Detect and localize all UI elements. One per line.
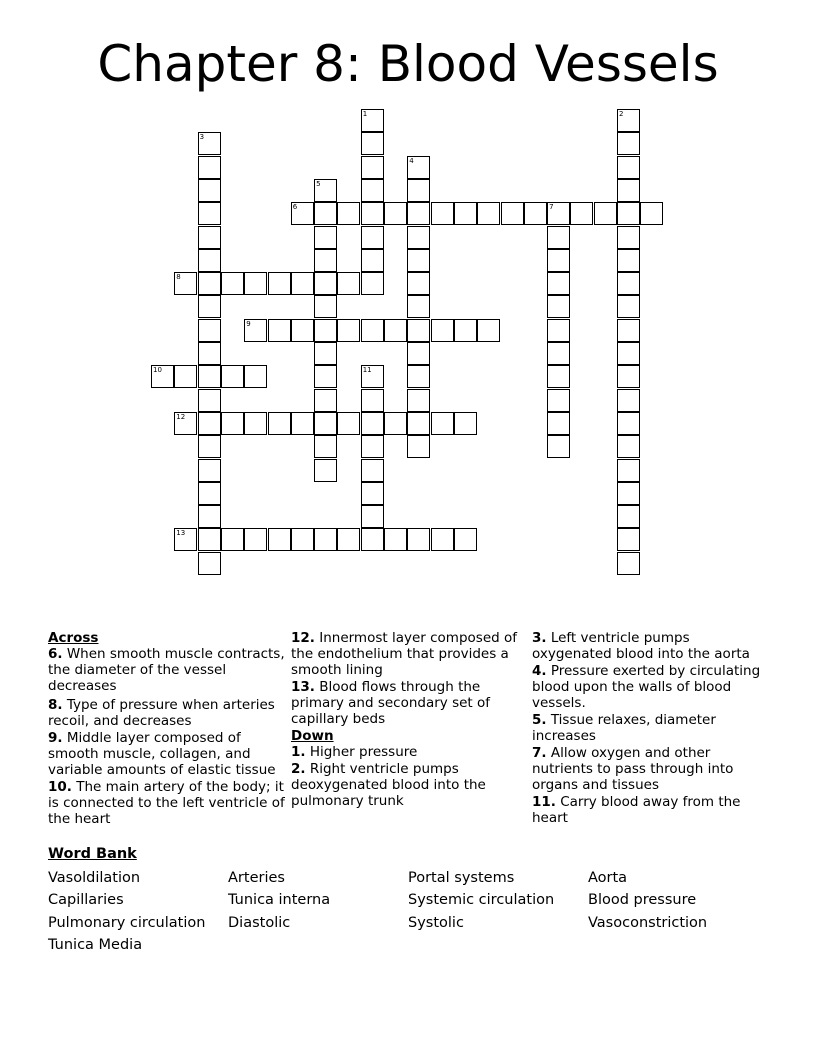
clue-number: 4 <box>409 156 414 165</box>
crossword-cell[interactable] <box>617 179 640 202</box>
crossword-cell[interactable] <box>640 202 663 225</box>
clue-across-12: 12. Innermost layer composed of the endothelium that provides a smooth lining <box>291 630 517 678</box>
crossword-cell[interactable] <box>407 342 430 365</box>
crossword-cell[interactable] <box>361 482 384 505</box>
crossword-cell[interactable] <box>617 226 640 249</box>
crossword-cell[interactable] <box>361 435 384 458</box>
clue-down-1: 1. Higher pressure <box>291 744 418 760</box>
clue-across-8: 8. Type of pressure when arteries recoil, and decreases <box>48 697 275 729</box>
crossword-cell[interactable] <box>337 319 360 342</box>
crossword-cell[interactable] <box>174 412 197 435</box>
clue-number: 2 <box>619 110 624 118</box>
crossword-cell[interactable] <box>314 272 337 295</box>
crossword-cell[interactable] <box>314 179 337 202</box>
crossword-cell[interactable] <box>244 528 267 551</box>
crossword-cell[interactable] <box>361 365 384 388</box>
crossword-cell[interactable] <box>314 435 337 458</box>
clue-number: 3 <box>199 133 205 142</box>
crossword-cell[interactable] <box>384 202 407 225</box>
crossword-cell[interactable] <box>407 226 430 249</box>
crossword-cell[interactable] <box>617 342 640 365</box>
crossword-cell[interactable] <box>361 505 384 528</box>
clue-down-7: 7. Allow oxygen and other nutrients to pass through into organs and tissues <box>532 745 734 793</box>
crossword-cell[interactable] <box>407 202 430 225</box>
crossword-cell[interactable] <box>547 412 570 435</box>
clue-down-11: 11. Carry blood away from the heart <box>532 794 741 826</box>
crossword-cell[interactable] <box>547 272 570 295</box>
crossword-cell[interactable] <box>314 389 337 412</box>
crossword-cell[interactable] <box>384 412 407 435</box>
crossword-cell[interactable] <box>454 319 477 342</box>
crossword-cell[interactable] <box>361 179 384 202</box>
clues-column-1 <box>48 630 286 828</box>
crossword-cell[interactable] <box>407 272 430 295</box>
crossword-cell[interactable] <box>361 109 384 132</box>
clue-number: 7 <box>549 203 554 212</box>
word-bank-item: Tunica Media <box>48 937 143 953</box>
clue-number: 12 <box>176 412 186 421</box>
crossword-cell[interactable] <box>407 528 430 551</box>
clue-number: 11 <box>362 366 372 375</box>
crossword-cell[interactable] <box>617 435 640 458</box>
crossword-cell[interactable] <box>198 226 221 249</box>
crossword-cell[interactable] <box>617 132 640 155</box>
crossword-cell[interactable] <box>407 319 430 342</box>
word-bank-title: Word Bank <box>48 846 137 862</box>
crossword-cell[interactable] <box>384 319 407 342</box>
crossword-cell[interactable] <box>547 295 570 318</box>
crossword-cell[interactable] <box>198 389 221 412</box>
crossword-cell[interactable] <box>198 179 221 202</box>
clues-column-3 <box>532 630 768 827</box>
clue-down-5: 5. Tissue relaxes, diameter increases <box>532 712 716 744</box>
crossword-cell[interactable] <box>361 389 384 412</box>
crossword-cell[interactable] <box>314 412 337 435</box>
crossword-cell[interactable] <box>198 552 221 575</box>
crossword-cell[interactable] <box>198 365 221 388</box>
crossword-cell[interactable] <box>244 365 267 388</box>
crossword-cell[interactable] <box>268 412 291 435</box>
clue-number: 5 <box>316 179 321 188</box>
crossword-cell[interactable] <box>291 528 314 551</box>
crossword-cell[interactable] <box>617 249 640 272</box>
crossword-cell[interactable] <box>361 132 384 155</box>
word-bank-item: Tunica interna <box>228 892 331 908</box>
crossword-cell[interactable] <box>617 109 640 132</box>
clue-across-10: 10. The main artery of the body; it is connected to the left ventricle of the heart <box>48 779 285 827</box>
crossword-cell[interactable] <box>198 528 221 551</box>
clue-number: 13 <box>176 529 186 538</box>
crossword-cell[interactable] <box>174 528 197 551</box>
crossword-cell[interactable] <box>198 459 221 482</box>
crossword-cell[interactable] <box>221 272 244 295</box>
crossword-cell[interactable] <box>198 202 221 225</box>
crossword-cell[interactable] <box>407 179 430 202</box>
down-header: Down <box>291 728 334 744</box>
word-bank-item: Systemic circulation <box>408 892 555 908</box>
crossword-cell[interactable] <box>268 272 291 295</box>
clue-down-3: 3. Left ventricle pumps oxygenated blood into the aorta <box>532 630 750 662</box>
crossword-cell[interactable] <box>361 319 384 342</box>
crossword-cell[interactable] <box>314 342 337 365</box>
crossword-cell[interactable] <box>314 319 337 342</box>
word-bank-item: Capillaries <box>48 892 124 908</box>
crossword-cell[interactable] <box>361 528 384 551</box>
clue-across-9: 9. Middle layer composed of smooth muscle, collagen, and variable amounts of elastic tissue <box>48 730 276 778</box>
clue-across-6: 6. When smooth muscle contracts, the diameter of the vessel decreases <box>48 646 285 694</box>
crossword-cell[interactable] <box>198 482 221 505</box>
clue-number: 9 <box>246 319 251 328</box>
crossword-cell[interactable] <box>617 528 640 551</box>
crossword-cell[interactable] <box>337 202 360 225</box>
crossword-cell[interactable] <box>221 412 244 435</box>
crossword-cell[interactable] <box>361 412 384 435</box>
crossword-cell[interactable] <box>198 156 221 179</box>
crossword-cell[interactable] <box>291 202 314 225</box>
crossword-cell[interactable] <box>314 295 337 318</box>
crossword-cell[interactable] <box>547 319 570 342</box>
crossword-cell[interactable] <box>314 226 337 249</box>
crossword-cell[interactable] <box>407 389 430 412</box>
word-bank-item: Pulmonary circulation <box>48 915 206 931</box>
crossword-cell[interactable] <box>174 365 197 388</box>
crossword-cell[interactable] <box>617 389 640 412</box>
across-header: Across <box>48 630 99 646</box>
crossword-cell[interactable] <box>244 272 267 295</box>
crossword-cell[interactable] <box>361 226 384 249</box>
crossword-cell[interactable] <box>291 319 314 342</box>
crossword-cell[interactable] <box>198 132 221 155</box>
crossword-cell[interactable] <box>314 365 337 388</box>
clue-number: 8 <box>176 273 181 282</box>
crossword-cell[interactable] <box>407 412 430 435</box>
word-bank-item: Arteries <box>228 870 285 886</box>
crossword-cell[interactable] <box>617 202 640 225</box>
crossword-cell[interactable] <box>477 202 500 225</box>
crossword-cell[interactable] <box>431 528 454 551</box>
crossword-cell[interactable] <box>547 389 570 412</box>
crossword-cell[interactable] <box>407 435 430 458</box>
crossword-cell[interactable] <box>221 528 244 551</box>
crossword-cell[interactable] <box>431 202 454 225</box>
crossword-cell[interactable] <box>454 202 477 225</box>
crossword-cell[interactable] <box>407 295 430 318</box>
crossword-cell[interactable] <box>268 528 291 551</box>
crossword-cell[interactable] <box>547 226 570 249</box>
crossword-cell[interactable] <box>198 249 221 272</box>
crossword-cell[interactable] <box>198 342 221 365</box>
crossword-cell[interactable] <box>361 459 384 482</box>
crossword-cell[interactable] <box>198 435 221 458</box>
crossword-cell[interactable] <box>477 319 500 342</box>
crossword-cell[interactable] <box>151 365 174 388</box>
clue-across-13: 13. Blood flows through the primary and secondary set of capillary beds <box>291 679 490 727</box>
crossword-cell[interactable] <box>361 202 384 225</box>
crossword-cell[interactable] <box>431 412 454 435</box>
crossword-cell[interactable] <box>547 342 570 365</box>
word-bank-item: Portal systems <box>408 870 515 886</box>
crossword-cell[interactable] <box>547 435 570 458</box>
crossword-cell[interactable] <box>361 156 384 179</box>
word-bank-item: Vasoldilation <box>48 870 141 886</box>
crossword-cell[interactable] <box>337 528 360 551</box>
clue-down-4: 4. Pressure exerted by circulating blood upon the walls of blood vessels. <box>532 663 761 711</box>
clue-number: 10 <box>153 366 162 375</box>
word-bank-item: Blood pressure <box>588 892 697 908</box>
crossword-cell[interactable] <box>314 202 337 225</box>
crossword-cell[interactable] <box>594 202 617 225</box>
word-bank-item: Systolic <box>408 915 464 931</box>
crossword-cell[interactable] <box>221 365 244 388</box>
crossword-cell[interactable] <box>617 552 640 575</box>
crossword-cell[interactable] <box>617 459 640 482</box>
crossword-cell[interactable] <box>617 295 640 318</box>
crossword-cell[interactable] <box>617 319 640 342</box>
crossword-cell[interactable] <box>617 412 640 435</box>
crossword-cell[interactable] <box>617 156 640 179</box>
clues-column-2 <box>291 630 526 810</box>
crossword-cell[interactable] <box>291 272 314 295</box>
crossword-cell[interactable] <box>617 482 640 505</box>
crossword-cell[interactable] <box>407 156 430 179</box>
crossword-cell[interactable] <box>314 459 337 482</box>
crossword-cell[interactable] <box>291 412 314 435</box>
crossword-cell[interactable] <box>198 295 221 318</box>
word-bank-item: Diastolic <box>228 915 291 931</box>
crossword-cell[interactable] <box>198 505 221 528</box>
crossword-cell[interactable] <box>547 249 570 272</box>
crossword-cell[interactable] <box>547 365 570 388</box>
crossword-cell[interactable] <box>361 272 384 295</box>
crossword-cell[interactable] <box>454 528 477 551</box>
crossword-cell[interactable] <box>337 272 360 295</box>
crossword-cell[interactable] <box>198 412 221 435</box>
crossword-cell[interactable] <box>361 249 384 272</box>
crossword-cell[interactable] <box>384 528 407 551</box>
clue-number: 6 <box>292 203 298 212</box>
crossword-cell[interactable] <box>617 365 640 388</box>
crossword-cell[interactable] <box>407 249 430 272</box>
clue-down-2: 2. Right ventricle pumps deoxygenated blood into the pulmonary trunk <box>291 761 486 809</box>
word-bank-item: Vasoconstriction <box>588 915 708 931</box>
crossword-cell[interactable] <box>570 202 593 225</box>
clue-number: 1 <box>362 110 368 118</box>
crossword-cell[interactable] <box>337 412 360 435</box>
crossword-cell[interactable] <box>174 272 197 295</box>
crossword-cell[interactable] <box>501 202 524 225</box>
crossword-cell[interactable] <box>198 272 221 295</box>
crossword-cell[interactable] <box>407 365 430 388</box>
crossword-cell[interactable] <box>617 505 640 528</box>
crossword-cell[interactable] <box>198 319 221 342</box>
page-title: Chapter 8: Blood Vessels <box>97 35 719 93</box>
crossword-cell[interactable] <box>268 319 291 342</box>
crossword-cell[interactable] <box>314 528 337 551</box>
crossword-cell[interactable] <box>431 319 454 342</box>
crossword-cell[interactable] <box>244 319 267 342</box>
word-bank-item: Aorta <box>588 870 628 886</box>
crossword-cell[interactable] <box>314 249 337 272</box>
crossword-cell[interactable] <box>617 272 640 295</box>
crossword-cell[interactable] <box>244 412 267 435</box>
crossword-cell[interactable] <box>524 202 547 225</box>
crossword-cell[interactable] <box>454 412 477 435</box>
crossword-cell[interactable] <box>547 202 570 225</box>
